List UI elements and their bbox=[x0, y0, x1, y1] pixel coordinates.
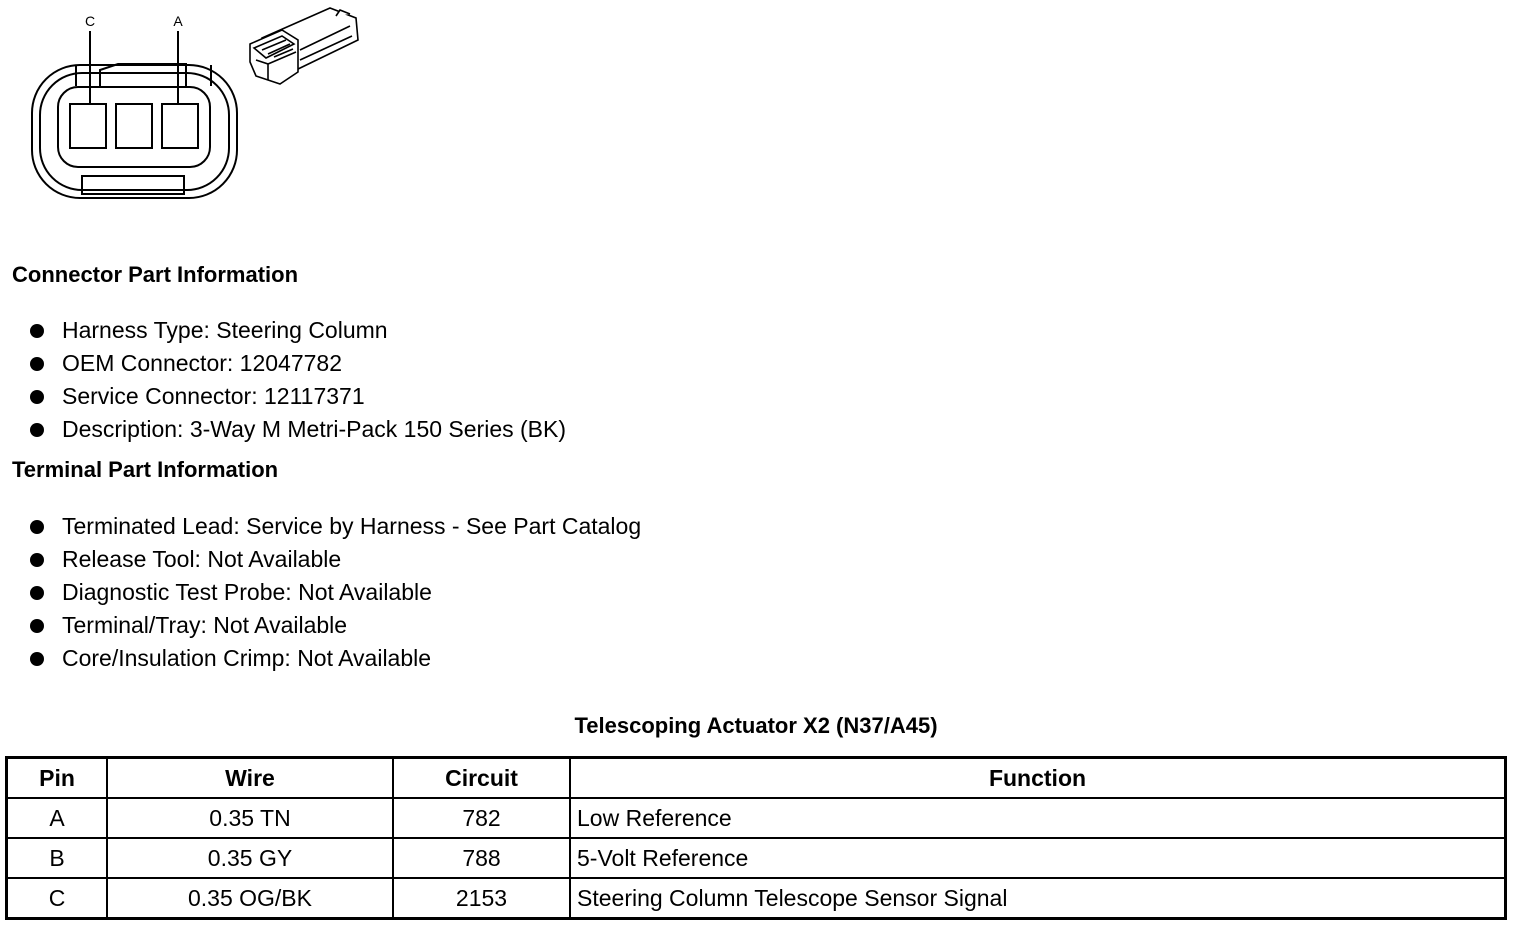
cell-circuit: 2153 bbox=[393, 878, 570, 919]
bullet-icon bbox=[30, 586, 44, 600]
pin-label-c: C bbox=[84, 13, 96, 29]
bullet-icon bbox=[30, 423, 44, 437]
bullet-icon bbox=[30, 324, 44, 338]
bullet-icon bbox=[30, 357, 44, 371]
cell-function: Steering Column Telescope Sensor Signal bbox=[570, 878, 1506, 919]
cavity-b bbox=[116, 104, 152, 148]
cell-function: Low Reference bbox=[570, 798, 1506, 838]
list-item bbox=[28, 347, 566, 380]
list-item bbox=[28, 609, 641, 642]
table-row bbox=[7, 798, 1506, 838]
cavity-frame bbox=[58, 87, 210, 167]
list-item bbox=[28, 543, 641, 576]
bullet-icon bbox=[30, 652, 44, 666]
connector-bottom-key bbox=[82, 176, 184, 194]
list-item-text: Description: 3-Way M Metri-Pack 150 Series (BK) bbox=[62, 416, 567, 442]
pin-table bbox=[5, 756, 1507, 920]
list-item bbox=[28, 413, 566, 446]
list-item bbox=[28, 510, 641, 543]
cell-circuit: 788 bbox=[393, 838, 570, 878]
cell-pin: C bbox=[7, 878, 108, 919]
connector-part-info-list bbox=[28, 314, 566, 446]
connector-isometric-icon bbox=[250, 8, 358, 84]
header-function: Function bbox=[570, 758, 1506, 799]
header-circuit: Circuit bbox=[393, 758, 570, 799]
connector-part-info-heading: Connector Part Information bbox=[12, 262, 299, 287]
table-title: Telescoping Actuator X2 (N37/A45) bbox=[574, 713, 938, 738]
table-row bbox=[7, 838, 1506, 878]
list-item-text: Core/Insulation Crimp: Not Available bbox=[62, 645, 432, 671]
connector-latch bbox=[76, 64, 211, 86]
cavity-c bbox=[70, 104, 106, 148]
table-row bbox=[7, 878, 1506, 919]
cell-wire: 0.35 TN bbox=[107, 798, 393, 838]
list-item-text: Diagnostic Test Probe: Not Available bbox=[62, 579, 432, 605]
bullet-icon bbox=[30, 390, 44, 404]
header-pin: Pin bbox=[7, 758, 108, 799]
pin-label-a: A bbox=[173, 13, 183, 29]
bullet-icon bbox=[30, 520, 44, 534]
cell-wire: 0.35 OG/BK bbox=[107, 878, 393, 919]
connector-housing-outer bbox=[32, 65, 237, 198]
list-item bbox=[28, 642, 641, 675]
list-item-text: Service Connector: 12117371 bbox=[62, 383, 365, 409]
list-item bbox=[28, 380, 566, 413]
cell-wire: 0.35 GY bbox=[107, 838, 393, 878]
bullet-icon bbox=[30, 619, 44, 633]
list-item-text: Terminated Lead: Service by Harness - See Part Catalog bbox=[62, 513, 642, 539]
cell-circuit: 782 bbox=[393, 798, 570, 838]
header-wire: Wire bbox=[107, 758, 393, 799]
connector-diagram bbox=[0, 0, 380, 230]
list-item-text: Harness Type: Steering Column bbox=[62, 317, 388, 343]
cell-pin: B bbox=[7, 838, 108, 878]
terminal-part-info-list bbox=[28, 510, 641, 675]
list-item-text: Terminal/Tray: Not Available bbox=[62, 612, 348, 638]
bullet-icon bbox=[30, 553, 44, 567]
cell-pin: A bbox=[7, 798, 108, 838]
cell-function: 5-Volt Reference bbox=[570, 838, 1506, 878]
list-item bbox=[28, 576, 641, 609]
cavity-a bbox=[162, 104, 198, 148]
terminal-part-info-heading: Terminal Part Information bbox=[12, 457, 279, 482]
list-item-text: Release Tool: Not Available bbox=[62, 546, 342, 572]
list-item bbox=[28, 314, 566, 347]
table-header-row bbox=[7, 758, 1506, 799]
list-item-text: OEM Connector: 12047782 bbox=[62, 350, 343, 376]
